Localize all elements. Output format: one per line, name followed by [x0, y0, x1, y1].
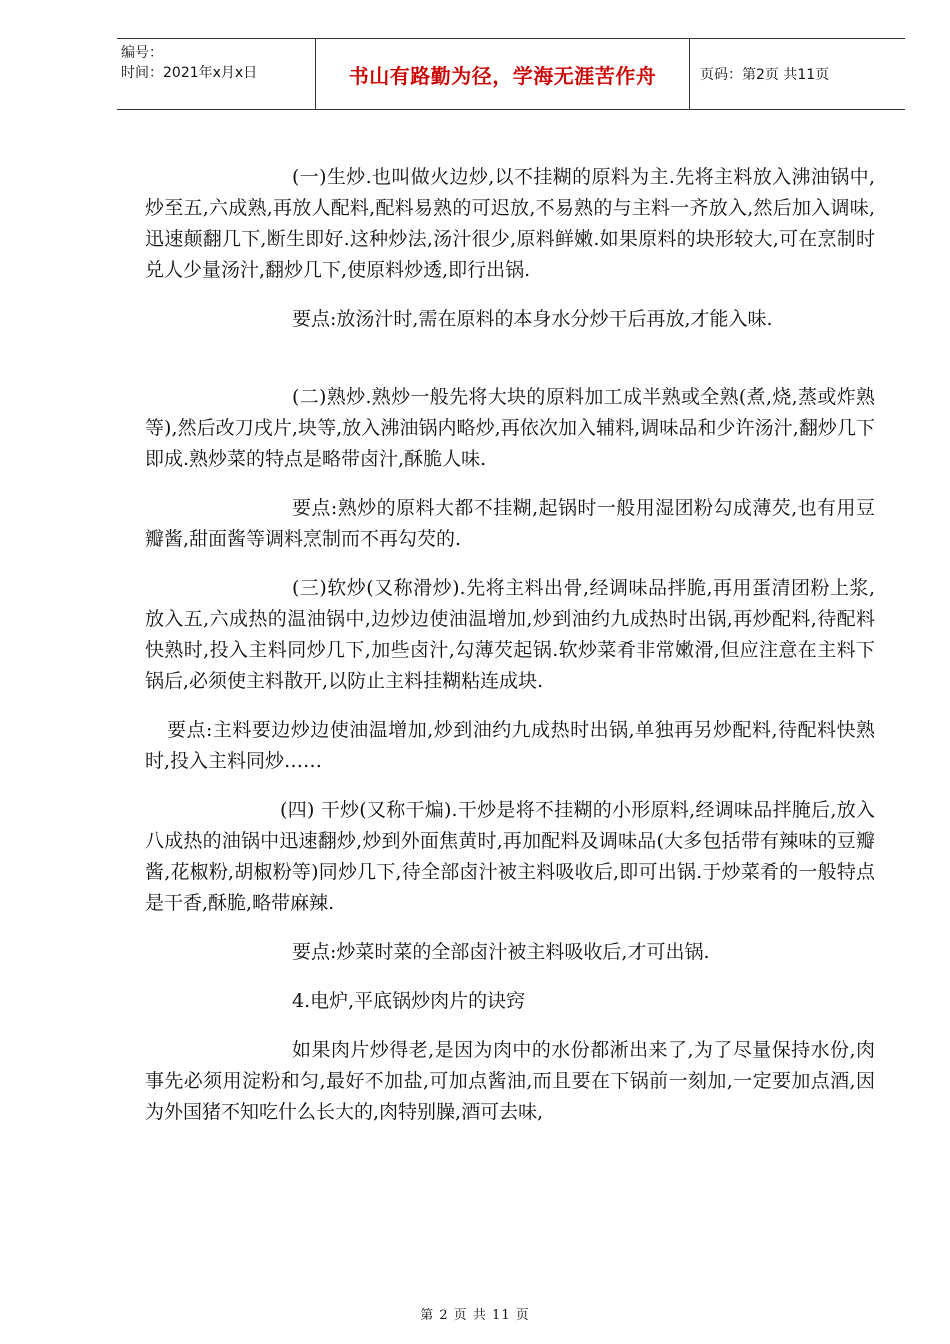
paragraph-rou-pian: 如果肉片炒得老,是因为肉中的水份都淅出来了,为了尽量保持水份,肉事先必须用淀粉和匀,最好不加盐,可加点酱油,而且要在下锅前一刻加,一定要加点酒,因为外国猪不知吃什么长大的,肉特别臊,酒可去味,	[145, 1039, 875, 1123]
paragraph-sheng-chao: (一)生炒.也叫做火边炒,以不挂糊的原料为主.先将主料放入沸油锅中,炒至五,六成熟,再放人配料,配料易熟的可迟放,不易熟的与主料一齐放入,然后加入调味,迅速颠翻几下,断生即好.这种炒法,汤汁很少,原料鲜嫩.如果原料的块形较大,可在烹制时兑人少量汤汁,翻炒几下,使原料炒透,即行出锅.	[145, 166, 875, 281]
time-label: 时间：2021年x月x日	[121, 65, 258, 81]
paragraph-shu-chao-note: 要点:熟炒的原料大都不挂糊,起锅时一般用湿团粉勾成薄芡,也有用豆瓣酱,甜面酱等调料烹制而不再勾芡的.	[145, 497, 875, 550]
paragraph-shu-chao: (二)熟炒.熟炒一般先将大块的原料加工成半熟或全熟(煮,烧,蒸或炸熟等),然后改刀戌片,块等,放入沸油锅内略炒,再依次加入辅料,调味品和少许汤汁,翻炒几下即成.熟炒菜的特点是略带卤汁,酥脆人味.	[145, 386, 875, 470]
paragraph-gan-chao-note: 要点:炒菜时菜的全部卤汁被主料吸收后,才可出锅.	[292, 941, 710, 963]
header-motto-cell	[316, 39, 690, 109]
paragraph-gan-chao: (四) 干炒(又称干煸).干炒是将不挂糊的小形原料,经调味品拌腌后,放入八成热的油锅中迅速翻炒,炒到外面焦黄时,再加配料及调味品(大多包括带有辣味的豆瓣酱,花椒粉,胡椒粉等)同炒几下,待全部卤汁被主料吸收后,即可出锅.于炒菜肴的一般特点是干香,酥脆,略带麻辣.	[145, 799, 875, 914]
header-page-label: 页码：第2页 共11页	[700, 67, 830, 83]
paragraph-ruan-chao-note: 要点:主料要边炒边使油温增加,炒到油约九成热时出锅,单独再另炒配料,待配料快熟时,投入主料同炒……	[145, 719, 875, 772]
number-label: 编号：	[121, 45, 163, 61]
header-page-cell	[690, 39, 905, 109]
section-heading: 4.电炉,平底锅炒肉片的诀窍	[292, 990, 526, 1012]
header-motto: 书山有路勤为径，学海无涯苦作舟	[348, 63, 657, 88]
page-footer: 第 2 页 共 11 页	[420, 1308, 530, 1323]
paragraph-sheng-chao-note: 要点:放汤汁时,需在原料的本身水分炒干后再放,才能入味.	[292, 308, 773, 330]
paragraph-ruan-chao: (三)软炒(又称滑炒).先将主料出骨,经调味品拌脆,再用蛋清团粉上浆,放入五,六成热的温油锅中,边炒边使油温增加,炒到油约九成热时出锅,再炒配料,待配料快熟时,投入主料同炒几下,加些卤汁,勾薄芡起锅.软炒菜肴非常嫩滑,但应注意在主料下锅后,必须使主料散开,以防止主料挂糊粘连成块.	[145, 577, 875, 692]
document-body	[145, 162, 875, 1128]
header-meta	[117, 39, 316, 109]
page-header	[117, 38, 905, 110]
